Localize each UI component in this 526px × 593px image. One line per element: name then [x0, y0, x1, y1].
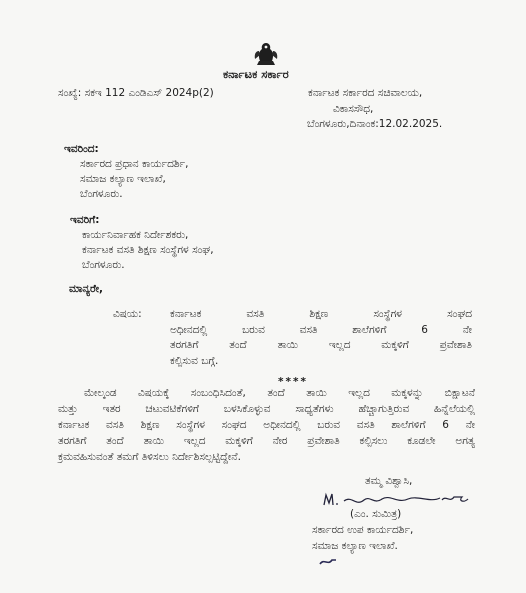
page-title: ಕರ್ನಾಟಕ ಸರ್ಕಾರ [223, 67, 289, 81]
body-line: ತರಗತಿಗೆ ತಂದೆ ತಾಯಿ ಇಲ್ಲದ ಮಕ್ಕಳಿಗೆ ನೇರ ಪ್ರವೇಶಾತಿ ಕಲ್ಪಿಸಲು ಕೂಡಲೇ ಅಗತ್ಯ [58, 435, 475, 447]
signatory-name: (ಎಂ. ಸುಮಿತ್ರ) [350, 508, 402, 520]
office-line-1: ಕರ್ನಾಟಕ ಸರ್ಕಾರದ ಸಚಿವಾಲಯ, [308, 87, 423, 99]
subject-text [170, 307, 472, 369]
date-line: ಬೆಂಗಳೂರು,ದಿನಾಂಕ:12.02.2025. [307, 118, 443, 130]
subject-line: ಕರ್ನಾಟಕ ವಸತಿ ಶಿಕ್ಷಣ ಸಂಸ್ಥೆಗಳ ಸಂಘದ [170, 308, 472, 320]
salutation: ಮಾನ್ಯರೇ, [69, 283, 103, 295]
initial-mark-icon [318, 555, 338, 567]
office-line-2: ವಿಕಾಸಸೌಧ, [333, 103, 374, 115]
to-line: ಬೆಂಗಳೂರು. [82, 259, 125, 271]
body-line: ಕರ್ನಾಟಕ ವಸತಿ ಶಿಕ್ಷಣ ಸಂಸ್ಥೆಗಳ ಸಂಘದ ಅಧೀನದಲ್ಲಿ ಬರುವ ವಸತಿ ಶಾಲೆಗಳಿಗೆ 6 ನೇ [58, 419, 475, 431]
signatory-department: ಸಮಾಜ ಕಲ್ಯಾಣ ಇಲಾಖೆ. [312, 540, 398, 552]
separator: **** [278, 376, 308, 388]
subject-line: ಕಲ್ಪಿಸುವ ಬಗ್ಗೆ. [170, 354, 219, 367]
subject-label: ವಿಷಯ: [113, 308, 142, 320]
from-line: ಸರ್ಕಾರದ ಪ್ರಧಾನ ಕಾರ್ಯದರ್ಶಿ, [80, 158, 189, 170]
body-line: ಮತ್ತು ಇತರ ಚಟುವಟಿಕೆಗಳಿಗೆ ಬಳಸಿಕೊಳ್ಳುವ ಸಾಧ್ಯತೆಗಳು ಹೆಚ್ಚಾಗುತ್ತಿರುವ ಹಿನ್ನೆಲೆಯಲ್ಲಿ [58, 403, 475, 415]
to-heading: ಇವರಿಗೆ: [70, 214, 100, 226]
body-paragraph [58, 385, 475, 465]
signatory-designation: ಸರ್ಕಾರದ ಉಪ ಕಾರ್ಯದರ್ಶಿ, [312, 524, 414, 536]
reference-number: ಸಂಖ್ಯೆ: ಸಕಇ 112 ಎಂಡಿಎಸ್ 2024p(2) [58, 87, 214, 99]
from-line: ಸಮಾಜ ಕಲ್ಯಾಣ ಇಲಾಖೆ, [80, 173, 166, 185]
karnataka-emblem-icon [251, 40, 281, 68]
from-heading: ಇವರಿಂದ: [64, 143, 99, 155]
subject-line: ಅಧೀನದಲ್ಲಿ ಬರುವ ವಸತಿ ಶಾಲೆಗಳಿಗೆ 6 ನೇ [170, 323, 472, 336]
body-line: ಕ್ರಮವಹಿಸುವಂತೆ ತಮಗೆ ತಿಳಿಸಲು ನಿರ್ದೇಶಿಸಲ್ಪಟ್ಟಿದ್ದೇನೆ. [58, 451, 241, 463]
to-line: ಕಾರ್ಯನಿರ್ವಾಹಕ ನಿರ್ದೇಶಕರು, [82, 229, 189, 241]
from-line: ಬೆಂಗಳೂರು. [80, 188, 123, 200]
closing-yours: ತಮ್ಮ ವಿಶ್ವಾಸಿ, [365, 475, 413, 487]
subject-line: ತರಗತಿಗೆ ತಂದೆ ತಾಯಿ ಇಲ್ಲದ ಮಕ್ಕಳಿಗೆ ಪ್ರವೇಶಾತಿ [170, 339, 472, 351]
to-line: ಕರ್ನಾಟಕ ವಸತಿ ಶಿಕ್ಷಣ ಸಂಸ್ಥೆಗಳ ಸಂಘ, [82, 244, 214, 256]
body-line: ಮೇಲ್ಕಂಡ ವಿಷಯಕ್ಕೆ ಸಂಬಂಧಿಸಿದಂತೆ, ತಂದೆ ತಾಯಿ ಇಲ್ಲದ ಮಕ್ಕಳನ್ನು ಬಿಕ್ಷಾಟನೆ [84, 387, 475, 399]
